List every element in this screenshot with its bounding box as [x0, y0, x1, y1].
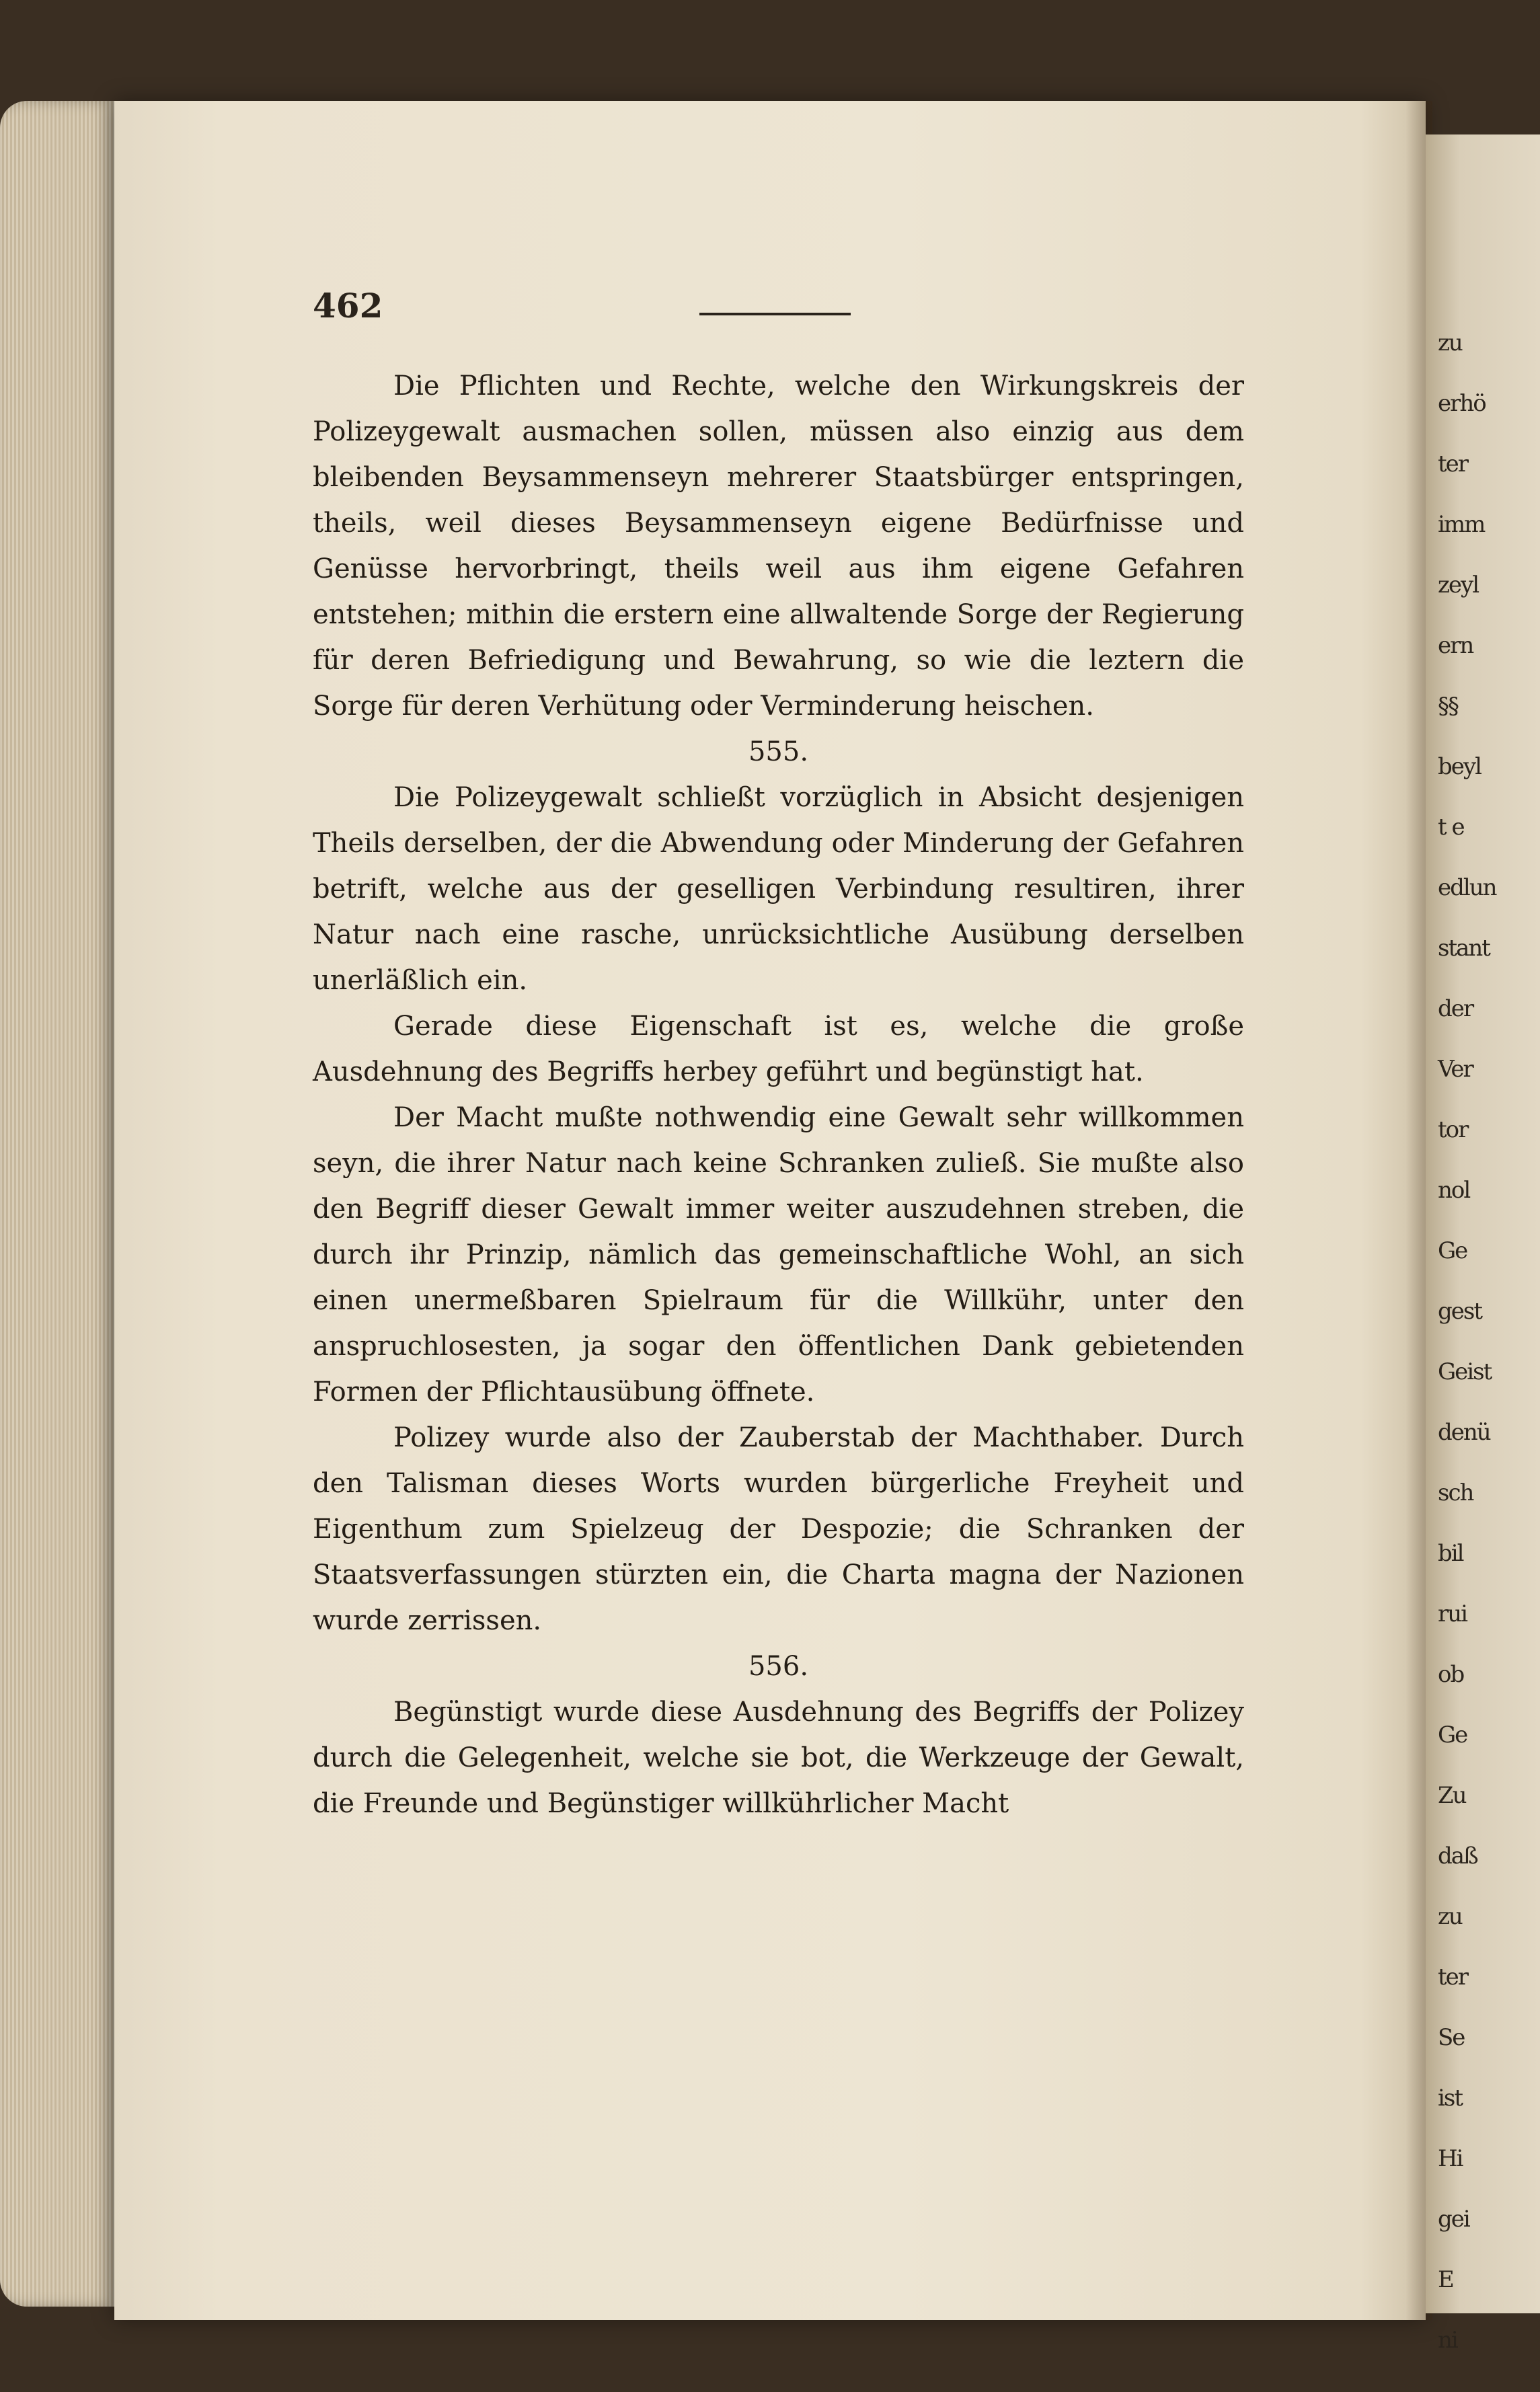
- paragraph: Polizey wurde also der Zauberstab der Machthaber. Durch den Talisman dieses Worts wurden bürgerliche Freyheit und Eigenthum zum Spielzeug der Despozie; die Schranken der Staatsverfassungen stürzten ein, die Charta magna der Nazionen wurde zerrissen.: [313, 1422, 1244, 1636]
- facing-page-fragment: zeyl: [1438, 572, 1479, 599]
- facing-page-fragment: zu: [1438, 330, 1462, 356]
- facing-page-fragment: ob: [1438, 1661, 1464, 1688]
- facing-page-fragment: daß: [1438, 1843, 1477, 1869]
- facing-page-fragment: Zu: [1438, 1782, 1466, 1809]
- facing-page-fragment: imm: [1438, 511, 1485, 538]
- facing-page-edge: [1426, 134, 1540, 2354]
- facing-page-fragment: Hi: [1438, 2145, 1463, 2172]
- facing-page-fragment: ter: [1438, 1964, 1468, 1991]
- facing-page-fragment: der: [1438, 995, 1473, 1022]
- section-number: 555.: [748, 736, 809, 767]
- facing-page-fragment: ern: [1438, 632, 1473, 659]
- facing-page-fragment: t e: [1438, 814, 1464, 841]
- book-page-stack: [0, 101, 114, 2307]
- facing-page-fragment: sch: [1438, 1479, 1473, 1506]
- facing-page-fragment: gei: [1438, 2206, 1469, 2233]
- facing-page-fragment: bil: [1438, 1540, 1463, 1567]
- paragraph: Gerade diese Eigenschaft ist es, welche die große Ausdehnung des Begriffs herbey geführt und begünstigt hat.: [313, 1011, 1244, 1087]
- facing-page-fragment: erhö: [1438, 390, 1486, 417]
- facing-page-fragment: stant: [1438, 935, 1490, 962]
- facing-page-fragment: edlun: [1438, 874, 1496, 901]
- section-number: 556.: [748, 1651, 809, 1682]
- header-rule: [699, 313, 851, 315]
- facing-page-fragment: §§: [1438, 693, 1458, 720]
- facing-page-fragment: beyl: [1438, 753, 1481, 780]
- facing-page-fragment: ni: [1438, 2327, 1457, 2354]
- paragraph: Der Macht mußte nothwendig eine Gewalt sehr willkommen seyn, die ihrer Natur nach keine Schranken zuließ. Sie mußte also den Begriff dieser Gewalt immer weiter auszudehnen streben, die durch ihr Prinzip, nämlich das gemeinschaftliche Wohl, an sich einen unermeßbaren Spielraum für die Willkühr, unter den anspruchlosesten, ja sogar den öffentlichen Dank gebietenden Formen der Pflichtausübung öffnete.: [313, 1102, 1244, 1407]
- facing-page-fragment: nol: [1438, 1177, 1470, 1204]
- page-text: [313, 363, 1244, 1826]
- facing-page-fragment: rui: [1438, 1600, 1467, 1627]
- facing-page-fragment: Ge: [1438, 1722, 1467, 1748]
- facing-page-fragment: Se: [1438, 2024, 1465, 2051]
- facing-page-fragment: ist: [1438, 2085, 1462, 2112]
- facing-page-fragment: denü: [1438, 1419, 1490, 1446]
- facing-page-fragment: Ver: [1438, 1056, 1473, 1083]
- facing-page-fragment: zu: [1438, 1903, 1462, 1930]
- page-number: 462: [313, 286, 383, 325]
- facing-page-fragment: ter: [1438, 451, 1468, 477]
- facing-page-fragment: gest: [1438, 1298, 1481, 1325]
- paragraph: Begünstigt wurde diese Ausdehnung des Begriffs der Polizey durch die Gelegenheit, welche sie bot, die Werkzeuge der Gewalt, die Freunde und Begünstiger willkührlicher Macht: [313, 1697, 1244, 1819]
- paragraph: Die Pflichten und Rechte, welche den Wirkungskreis der Polizeygewalt ausmachen sollen, müssen also einzig aus dem bleibenden Beysammenseyn mehrerer Staatsbürger entspringen, theils, weil dieses Beysammenseyn eigene Bedürfnisse und Genüsse hervorbringt, theils weil aus ihm eigene Gefahren entstehen; mithin die erstern eine allwaltende Sorge der Regierung für deren Befriedigung und Bewahrung, so wie die leztern die Sorge für deren Verhütung oder Verminderung heischen.: [313, 371, 1244, 722]
- facing-page-fragment: Geist: [1438, 1358, 1492, 1385]
- facing-page-fragment: E: [1438, 2266, 1453, 2293]
- facing-page-fragment: Ge: [1438, 1237, 1467, 1264]
- facing-page-fragment: tor: [1438, 1116, 1468, 1143]
- paragraph: Die Polizeygewalt schließt vorzüglich in Absicht desjenigen Theils derselben, der die Abwendung oder Minderung der Gefahren betrift, welche aus der geselligen Verbindung resultiren, ihrer Natur nach eine rasche, unrücksichtliche Ausübung derselben unerläßlich ein.: [313, 782, 1244, 996]
